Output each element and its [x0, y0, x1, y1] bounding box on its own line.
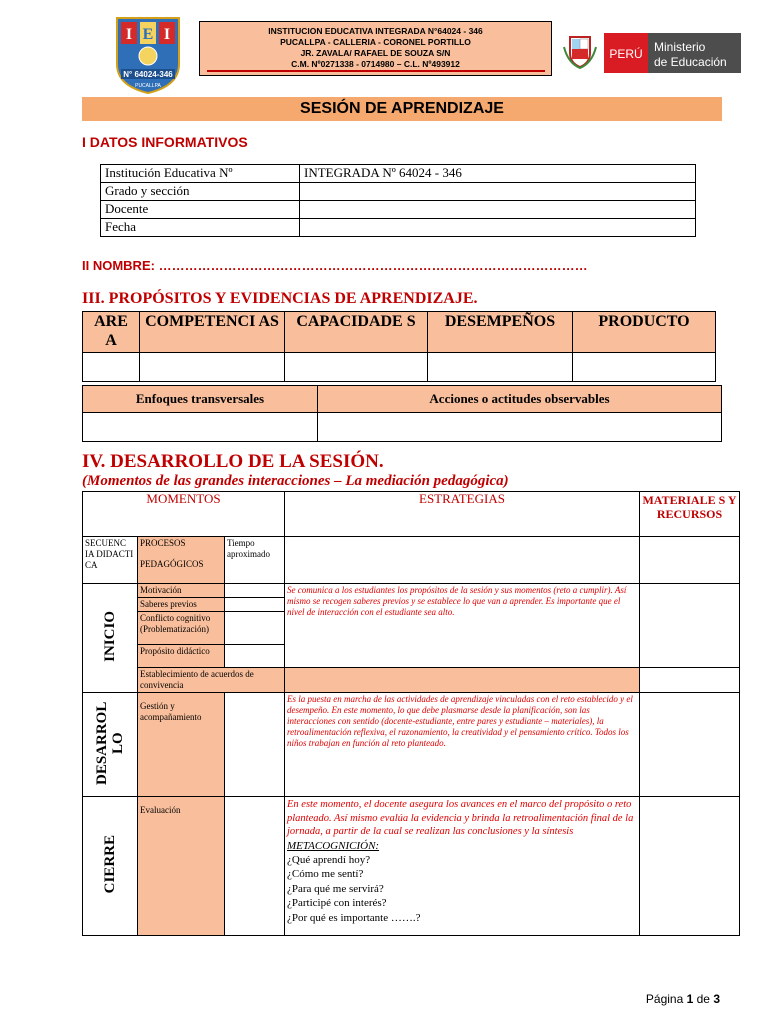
proceso-proposito: Propósito didáctico — [138, 645, 225, 668]
proceso-motivacion: Motivación — [138, 584, 225, 598]
desarrollo-table — [82, 491, 740, 936]
cell-acciones[interactable] — [318, 413, 722, 442]
metacognicion-question: ¿Cómo me sentí? — [287, 868, 364, 880]
table-row — [83, 797, 740, 936]
header-divider — [207, 70, 545, 72]
col-competencias: COMPETENCI AS — [140, 312, 285, 353]
datos-label: Grado y sección — [101, 183, 300, 201]
materiales-inicio[interactable] — [640, 584, 740, 668]
sub-procesos-label: PROCESOS — [140, 538, 186, 548]
cierre-text: En este momento, el docente asegura los avances en el marco del propósito o reto planteado. Así mismo evalúa la evidencia y brinda la retroalimentación final de la jornada, a partir de la cual se realizan las conclusiones y la síntesis — [287, 799, 634, 837]
logo-letter-2: E — [142, 26, 154, 43]
logo-letter-1: I — [125, 26, 133, 43]
institution-line-1: INSTITUCION EDUCATIVA INTEGRADA N°64024 - 346 — [268, 26, 483, 36]
peru-shield-icon — [562, 33, 598, 69]
section-4-heading: IV. DESARROLLO DE LA SESIÓN. — [82, 451, 384, 472]
ministry-logo — [604, 33, 741, 73]
footer-prefix: Página — [645, 992, 687, 1006]
section-4-subheading: (Momentos de las grandes interacciones – La mediación pedagógica) — [82, 473, 509, 489]
logo-number: N° 64024-346 — [123, 70, 173, 79]
section-1-heading: I DATOS INFORMATIVOS — [82, 134, 248, 150]
logo-city: PUCALLPA — [135, 83, 161, 89]
ministry-name-2: de Educación — [654, 55, 727, 69]
cell-estrategias-header[interactable] — [285, 537, 640, 584]
institution-line-2: PUCALLPA - CALLERIA - CORONEL PORTILLO — [280, 37, 471, 47]
page-title: SESIÓN DE APRENDIZAJE — [82, 97, 722, 121]
datos-value[interactable]: INTEGRADA Nº 64024 - 346 — [300, 165, 696, 183]
col-estrategias: ESTRATEGIAS — [285, 492, 640, 537]
tiempo-cell[interactable] — [225, 612, 285, 645]
datos-value[interactable] — [300, 183, 696, 201]
enfoques-table — [82, 385, 722, 442]
datos-label: Docente — [101, 201, 300, 219]
section-2-heading: II NOMBRE: — [82, 258, 155, 273]
cierre-cell — [83, 797, 138, 936]
sub-tiempo: Tiempo aproximado — [225, 537, 285, 584]
metacognicion-question: ¿Qué aprendí hoy? — [287, 853, 371, 866]
cell-materiales-header[interactable] — [640, 537, 740, 584]
col-area: ARE A — [83, 312, 140, 353]
footer-sep: de — [693, 992, 714, 1006]
propositos-table — [82, 311, 716, 382]
col-momentos: MOMENTOS — [83, 492, 285, 537]
col-acciones: Acciones o actitudes observables — [318, 386, 722, 413]
proceso-saberes: Saberes previos — [138, 598, 225, 612]
cell-area[interactable] — [83, 353, 140, 382]
table-row — [83, 668, 740, 693]
proceso-acuerdos: Establecimiento de acuerdos de convivencia — [138, 668, 285, 693]
proceso-gestion: Gestión y acompañamiento — [138, 693, 225, 797]
col-producto: PRODUCTO — [573, 312, 716, 353]
cell-competencias[interactable] — [140, 353, 285, 382]
school-logo — [113, 14, 183, 94]
cell-enfoques[interactable] — [83, 413, 318, 442]
sub-procesos — [138, 537, 225, 584]
metacognicion-question: ¿Participé con interés? — [287, 897, 387, 909]
datos-value[interactable] — [300, 219, 696, 237]
proceso-evaluacion: Evaluación — [138, 797, 225, 936]
table-row — [101, 201, 696, 219]
cierre-content — [285, 797, 640, 936]
section-2 — [82, 258, 588, 273]
cell-desempenos[interactable] — [428, 353, 573, 382]
tiempo-cell[interactable] — [225, 693, 285, 797]
col-desempenos: DESEMPEÑOS — [428, 312, 573, 353]
tiempo-cell[interactable] — [225, 797, 285, 936]
institution-line-3: JR. ZAVALA/ RAFAEL DE SOUZA S/N — [300, 48, 451, 58]
table-row — [101, 165, 696, 183]
cell-capacidades[interactable] — [285, 353, 428, 382]
col-materiales: MATERIALE S Y RECURSOS — [640, 492, 740, 537]
col-enfoques: Enfoques transversales — [83, 386, 318, 413]
datos-value[interactable] — [300, 201, 696, 219]
desarrollo-label: DESARROL LO — [94, 701, 126, 785]
footer-total: 3 — [713, 992, 720, 1006]
table-header-row — [83, 312, 716, 353]
section-2-dots[interactable]: ……………………………………………………………………………………… — [158, 258, 588, 273]
desarrollo-text: Es la puesta en marcha de las actividades de aprendizaje vinculadas con el reto establecido y el desempeño. En este momento, lo que debe plasmarse desde la planificación, son las interacciones con sentido (docente-estudiante, entre pares y estudiante – materiales), la retroalimentación reflexiva, el razonamiento, la creatividad y el pensamiento crítico. Todos los niños trabajan en función al reto planteado. — [285, 693, 640, 797]
cierre-label: CIERRE — [102, 835, 118, 894]
table-row — [83, 693, 740, 797]
table-row — [83, 413, 722, 442]
desarrollo-cell — [83, 693, 138, 797]
inicio-cell — [83, 584, 138, 693]
metacognicion-label: METACOGNICIÓN: — [287, 839, 380, 852]
tiempo-cell[interactable] — [225, 584, 285, 598]
table-row — [83, 537, 740, 584]
logo-letter-3: I — [163, 26, 171, 43]
inicio-text: Se comunica a los estudiantes los propósitos de la sesión y sus momentos (reto a cumplir). Así mismo se recogen saberes previos y se establece lo que van a aprender. Es importante que el nivel de interacción con el estudiante sea alto. — [285, 584, 640, 668]
page-footer — [646, 992, 720, 1006]
materiales-desarrollo[interactable] — [640, 693, 740, 797]
sub-pedagogicos-label: PEDAGÓGICOS — [140, 559, 204, 569]
institution-line-4: C.M. Nº0271338 - 0714980 – C.L. Nº493912 — [291, 59, 460, 69]
institution-header — [199, 21, 552, 76]
datos-label: Institución Educativa Nº — [101, 165, 300, 183]
ministry-country: PERÚ — [609, 47, 643, 61]
materiales-cierre[interactable] — [640, 797, 740, 936]
tiempo-cell[interactable] — [225, 598, 285, 612]
datos-table — [100, 164, 696, 237]
cell-producto[interactable] — [573, 353, 716, 382]
materiales-acuerdos[interactable] — [640, 668, 740, 693]
tiempo-cell[interactable] — [225, 645, 285, 668]
metacognicion-question: ¿Para qué me servirá? — [287, 882, 384, 895]
footer-page: 1 — [686, 992, 694, 1006]
table-row — [101, 183, 696, 201]
sub-secuencia: SECUENC IA DIDACTI CA — [83, 537, 138, 584]
table-header-row — [83, 492, 740, 537]
table-row — [101, 219, 696, 237]
estrategias-acuerdos[interactable] — [285, 668, 640, 693]
inicio-label: INICIO — [102, 611, 118, 662]
table-row — [83, 584, 740, 598]
table-header-row — [83, 386, 722, 413]
col-capacidades: CAPACIDADE S — [285, 312, 428, 353]
proceso-conflicto: Conflicto cognitivo (Problematización) — [138, 612, 225, 645]
table-row — [83, 353, 716, 382]
datos-label: Fecha — [101, 219, 300, 237]
metacognicion-question: ¿Por qué es importante …….? — [287, 911, 421, 924]
section-3-heading: III. PROPÓSITOS Y EVIDENCIAS DE APRENDIZAJE. — [82, 290, 478, 307]
ministry-name-1: Ministerio — [654, 40, 706, 54]
